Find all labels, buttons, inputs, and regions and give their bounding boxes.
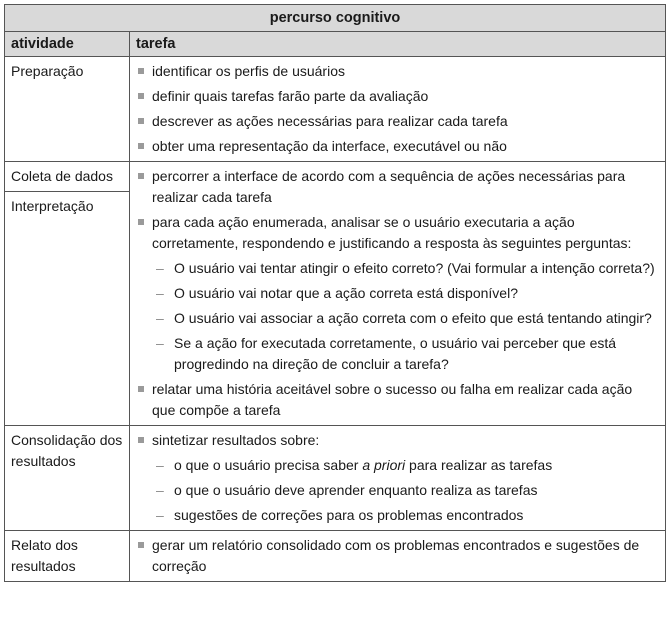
- sub-list-item: [136, 455, 657, 476]
- sub-list-item-text: O usuário vai notar que a ação correta está disponível?: [174, 285, 518, 301]
- sub-list-item-text: sugestões de correções para os problemas encontrados: [174, 507, 524, 523]
- list-item-text: relatar uma história aceitável sobre o sucesso ou falha em realizar cada ação que compõe a tarefa: [152, 381, 633, 418]
- square-bullet-icon: [138, 118, 144, 124]
- list-item: [136, 379, 657, 421]
- task-cell: [130, 57, 666, 162]
- table-row: [5, 531, 666, 582]
- table-row: [5, 426, 666, 531]
- dash-bullet-icon: –: [156, 482, 164, 498]
- square-bullet-icon: [138, 437, 144, 443]
- activity-cell: Relato dos resultados: [5, 531, 130, 582]
- sub-list-item-text: o que o usuário precisa saber: [174, 457, 363, 473]
- dash-bullet-icon: –: [156, 260, 164, 276]
- square-bullet-icon: [138, 143, 144, 149]
- list-item-text: descrever as ações necessárias para realizar cada tarefa: [152, 113, 508, 129]
- dash-bullet-icon: –: [156, 285, 164, 301]
- sub-list-item: [136, 258, 657, 279]
- sub-list-item: [136, 480, 657, 501]
- list-item: [136, 111, 657, 132]
- emphasis-text: a priori: [362, 457, 406, 473]
- header-atividade: atividade: [5, 32, 130, 57]
- table-title: percurso cognitivo: [5, 5, 666, 32]
- square-bullet-icon: [138, 68, 144, 74]
- sub-list-item: [136, 308, 657, 329]
- square-bullet-icon: [138, 386, 144, 392]
- activity-cell-split: [5, 162, 130, 426]
- list-item: [136, 430, 657, 451]
- dash-bullet-icon: –: [156, 457, 164, 473]
- list-item: [136, 535, 657, 577]
- table-row: [5, 57, 666, 162]
- square-bullet-icon: [138, 173, 144, 179]
- list-item: [136, 166, 657, 208]
- list-item-text: identificar os perfis de usuários: [152, 63, 345, 79]
- list-item-text: percorrer a interface de acordo com a sequência de ações necessárias para realizar cada tarefa: [152, 168, 626, 205]
- dash-bullet-icon: –: [156, 335, 164, 351]
- header-row: [5, 32, 666, 57]
- sub-list-item: [136, 505, 657, 526]
- list-item-text: para cada ação enumerada, analisar se o usuário executaria a ação corretamente, respondendo e justificando a resposta às seguintes perguntas:: [152, 214, 632, 251]
- square-bullet-icon: [138, 542, 144, 548]
- dash-bullet-icon: –: [156, 507, 164, 523]
- task-cell: [130, 531, 666, 582]
- list-item-text: gerar um relatório consolidado com os problemas encontrados e sugestões de correção: [152, 537, 640, 574]
- sub-list-item: [136, 333, 657, 375]
- activity-cell: Preparação: [5, 57, 130, 162]
- list-item-text: definir quais tarefas farão parte da avaliação: [152, 88, 429, 104]
- title-row: [5, 5, 666, 32]
- header-tarefa: tarefa: [130, 32, 666, 57]
- list-item: [136, 86, 657, 107]
- list-item-text: sintetizar resultados sobre:: [152, 432, 320, 448]
- task-cell: [130, 162, 666, 426]
- sub-list-item-text: O usuário vai tentar atingir o efeito correto? (Vai formular a intenção correta?): [174, 260, 655, 276]
- square-bullet-icon: [138, 219, 144, 225]
- task-cell: [130, 426, 666, 531]
- square-bullet-icon: [138, 93, 144, 99]
- sub-list-item-text: Se a ação for executada corretamente, o usuário vai perceber que está progredindo na direção de concluir a tarefa?: [174, 335, 617, 372]
- activity-cell: Consolidação dos resultados: [5, 426, 130, 531]
- list-item: [136, 61, 657, 82]
- list-item: [136, 136, 657, 157]
- activity-cell: Interpretação: [5, 191, 129, 221]
- dash-bullet-icon: –: [156, 310, 164, 326]
- list-item-text: obter uma representação da interface, executável ou não: [152, 138, 507, 154]
- sub-list-item: [136, 283, 657, 304]
- list-item: [136, 212, 657, 254]
- activity-cell: Coleta de dados: [11, 168, 113, 184]
- sub-list-item-text: o que o usuário deve aprender enquanto realiza as tarefas: [174, 482, 538, 498]
- sub-list-item-text: para realizar as tarefas: [405, 457, 553, 473]
- table-row: [5, 162, 666, 426]
- sub-list-item-text: O usuário vai associar a ação correta com o efeito que está tentando atingir?: [174, 310, 652, 326]
- cognitive-walkthrough-table: [4, 4, 666, 582]
